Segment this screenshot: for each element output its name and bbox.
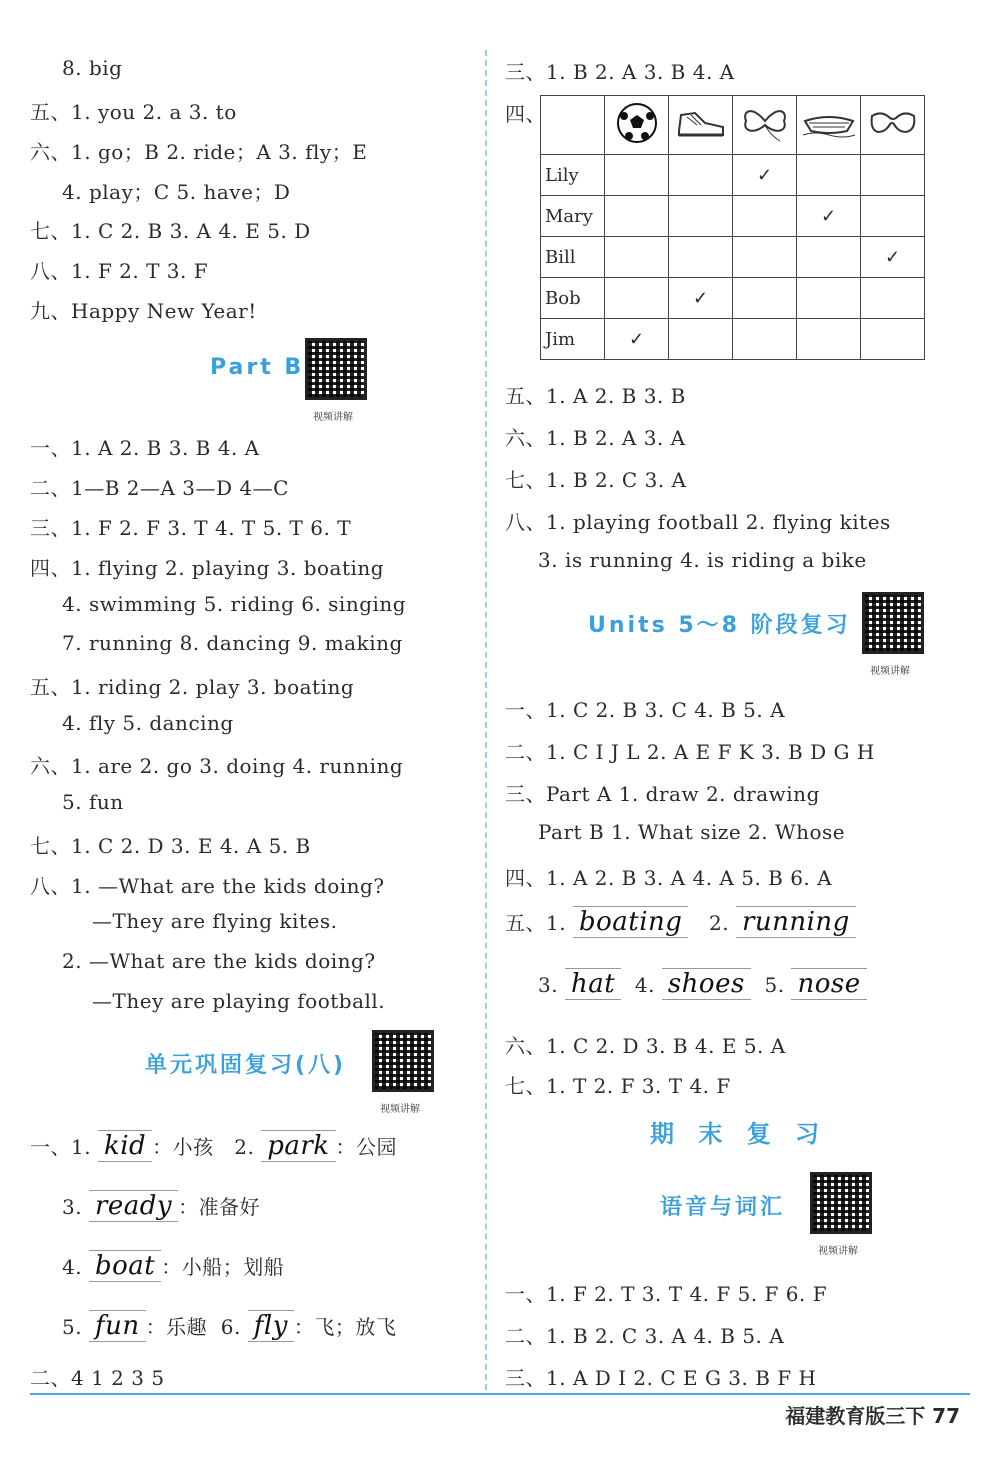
answer-table — [540, 95, 925, 360]
section-heading-final-review: 期 末 复 习 — [650, 1120, 828, 1148]
answer-line: 四、1. flying 2. playing 3. boating — [30, 556, 385, 580]
item-number: 3. — [538, 973, 559, 997]
table-cell — [861, 319, 925, 360]
handwritten-word: fly — [248, 1310, 294, 1342]
table-corner — [541, 96, 605, 155]
answer-line: 8. big — [62, 56, 123, 80]
answer-line: 一、1. C 2. B 3. C 4. B 5. A — [505, 698, 786, 722]
writing-line — [505, 906, 856, 938]
football-icon — [605, 96, 669, 155]
item-number: 5. — [62, 1315, 83, 1339]
answer-line: 7. running 8. dancing 9. making — [62, 631, 403, 655]
table-cell — [797, 278, 861, 319]
answer-line: 四、1. A 2. B 3. A 4. A 5. B 6. A — [505, 866, 833, 890]
item-number: 3. — [62, 1195, 83, 1219]
answer-line: 二、4 1 2 3 5 — [30, 1366, 165, 1390]
qr-caption: 视频讲解 — [313, 412, 353, 423]
item-number: 一、1. — [30, 1135, 92, 1159]
answer-line: 一、1. F 2. T 3. T 4. F 5. F 6. F — [505, 1282, 828, 1306]
answer-line: 4. play；C 5. have；D — [62, 180, 291, 204]
answer-line: 五、1. riding 2. play 3. boating — [30, 675, 355, 699]
butterfly-kite-icon — [733, 96, 797, 155]
table-cell: ✓ — [797, 196, 861, 237]
qr-code-icon[interactable] — [372, 1030, 434, 1092]
translation: ：公园 — [335, 1135, 398, 1159]
answer-line: 二、1. B 2. C 3. A 4. B 5. A — [505, 1324, 785, 1348]
item-number: 4. — [62, 1255, 83, 1279]
answer-line: 一、1. A 2. B 3. B 4. A — [30, 436, 260, 460]
answer-line: —They are playing football. — [92, 989, 386, 1013]
handwritten-word: boating — [573, 906, 688, 938]
row-name: Bill — [541, 237, 605, 278]
table-cell — [605, 237, 669, 278]
answer-line: 六、1. are 2. go 3. doing 4. running — [30, 754, 404, 778]
vocab-line — [62, 1250, 284, 1282]
answer-line: 4. fly 5. dancing — [62, 711, 234, 735]
answer-line: 六、1. B 2. A 3. A — [505, 426, 686, 450]
table-cell — [797, 319, 861, 360]
qr-caption: 视频讲解 — [870, 666, 910, 677]
answer-line: 三、1. F 2. F 3. T 4. T 5. T 6. T — [30, 516, 352, 540]
handwritten-word: nose — [791, 968, 866, 1000]
qr-code-icon[interactable] — [810, 1172, 872, 1234]
writing-line — [538, 968, 867, 1000]
row-name: Lily — [541, 155, 605, 196]
answer-line: 五、1. you 2. a 3. to — [30, 100, 237, 124]
table-cell: ✓ — [733, 155, 797, 196]
table-cell — [605, 196, 669, 237]
table-cell: ✓ — [861, 237, 925, 278]
translation: ：乐趣 — [145, 1315, 208, 1339]
answer-line: 八、1. F 2. T 3. F — [30, 259, 209, 283]
item-number: 6. — [220, 1315, 241, 1339]
answer-line: 七、1. C 2. D 3. E 4. A 5. B — [30, 834, 311, 858]
qr-caption: 视频讲解 — [818, 1246, 858, 1257]
answer-line: 2. —What are the kids doing? — [62, 949, 376, 973]
table-cell — [733, 196, 797, 237]
answer-line: 七、1. T 2. F 3. T 4. F — [505, 1074, 731, 1098]
handwritten-word: fun — [89, 1310, 146, 1342]
table-cell — [605, 278, 669, 319]
handwritten-word: hat — [565, 968, 621, 1000]
handwritten-word: running — [736, 906, 856, 938]
item-number: 4. — [634, 973, 655, 997]
qr-code-icon[interactable] — [862, 592, 924, 654]
item-number: 2. — [708, 911, 730, 935]
table-cell — [669, 155, 733, 196]
boat-icon — [797, 96, 861, 155]
footer-rule — [30, 1393, 970, 1395]
table-cell — [733, 278, 797, 319]
table-cell — [733, 237, 797, 278]
answer-line: 七、1. C 2. B 3. A 4. E 5. D — [30, 219, 311, 243]
answer-line: 3. is running 4. is riding a bike — [538, 548, 867, 572]
column-divider — [485, 50, 487, 1390]
row-name: Bob — [541, 278, 605, 319]
handwritten-word: ready — [89, 1190, 178, 1222]
translation: ：小船；划船 — [161, 1255, 285, 1279]
page-footer: 福建教育版三下 77 — [785, 1404, 960, 1428]
answer-line: —They are flying kites. — [92, 909, 338, 933]
qr-code-icon[interactable] — [305, 338, 367, 400]
section-heading-units-review: Units 5～8 阶段复习 — [588, 613, 851, 638]
answer-line: 二、1—B 2—A 3—D 4—C — [30, 476, 289, 500]
translation: ：准备好 — [178, 1195, 261, 1219]
vocab-line — [62, 1310, 396, 1342]
answer-line: 二、1. C I J L 2. A E F K 3. B D G H — [505, 740, 875, 764]
row-name: Mary — [541, 196, 605, 237]
handwritten-word: boat — [89, 1250, 161, 1282]
table-cell — [797, 237, 861, 278]
row-name: Jim — [541, 319, 605, 360]
table-cell — [605, 155, 669, 196]
table-cell — [861, 155, 925, 196]
answer-line: 4. swimming 5. riding 6. singing — [62, 592, 407, 616]
section-heading-part-b: Part B — [210, 355, 305, 380]
table-label: 四、 — [505, 102, 546, 126]
answer-line: 三、1. B 2. A 3. B 4. A — [505, 60, 735, 84]
handwritten-word: shoes — [662, 968, 751, 1000]
section-heading-unit-review: 单元巩固复习(八) — [145, 1053, 347, 1078]
answer-line: 5. fun — [62, 790, 124, 814]
table-cell: ✓ — [605, 319, 669, 360]
qr-caption: 视频讲解 — [380, 1104, 420, 1115]
answer-line: Part B 1. What size 2. Whose — [538, 820, 846, 844]
table-cell — [669, 196, 733, 237]
sneakers-icon — [669, 96, 733, 155]
answer-line: 三、Part A 1. draw 2. drawing — [505, 782, 820, 806]
answer-line: 五、1. A 2. B 3. B — [505, 384, 686, 408]
table-cell — [669, 319, 733, 360]
table-cell — [861, 196, 925, 237]
table-cell — [861, 278, 925, 319]
answer-line: 三、1. A D I 2. C E G 3. B F H — [505, 1366, 817, 1390]
answer-line: 八、1. playing football 2. flying kites — [505, 510, 891, 534]
answer-line: 六、1. C 2. D 3. B 4. E 5. A — [505, 1034, 786, 1058]
table-cell — [669, 237, 733, 278]
answer-line: 六、1. go；B 2. ride；A 3. fly；E — [30, 140, 368, 164]
table-cell — [733, 319, 797, 360]
section-heading-phonics: 语音与词汇 — [660, 1195, 786, 1220]
vocab-line — [30, 1130, 397, 1162]
table-cell — [797, 155, 861, 196]
answer-line: 七、1. B 2. C 3. A — [505, 468, 687, 492]
vocab-line — [62, 1190, 260, 1222]
item-number: 五、1. — [505, 911, 567, 935]
goggles-icon — [861, 96, 925, 155]
item-number: 5. — [764, 973, 785, 997]
item-number: 2. — [234, 1135, 255, 1159]
table-cell: ✓ — [669, 278, 733, 319]
answer-line: 九、Happy New Year! — [30, 299, 257, 323]
handwritten-word: park — [261, 1130, 335, 1162]
answer-line: 八、1. —What are the kids doing? — [30, 874, 385, 898]
translation: ：小孩 — [152, 1135, 214, 1159]
handwritten-word: kid — [98, 1130, 152, 1162]
translation: ：飞；放飞 — [293, 1315, 397, 1339]
